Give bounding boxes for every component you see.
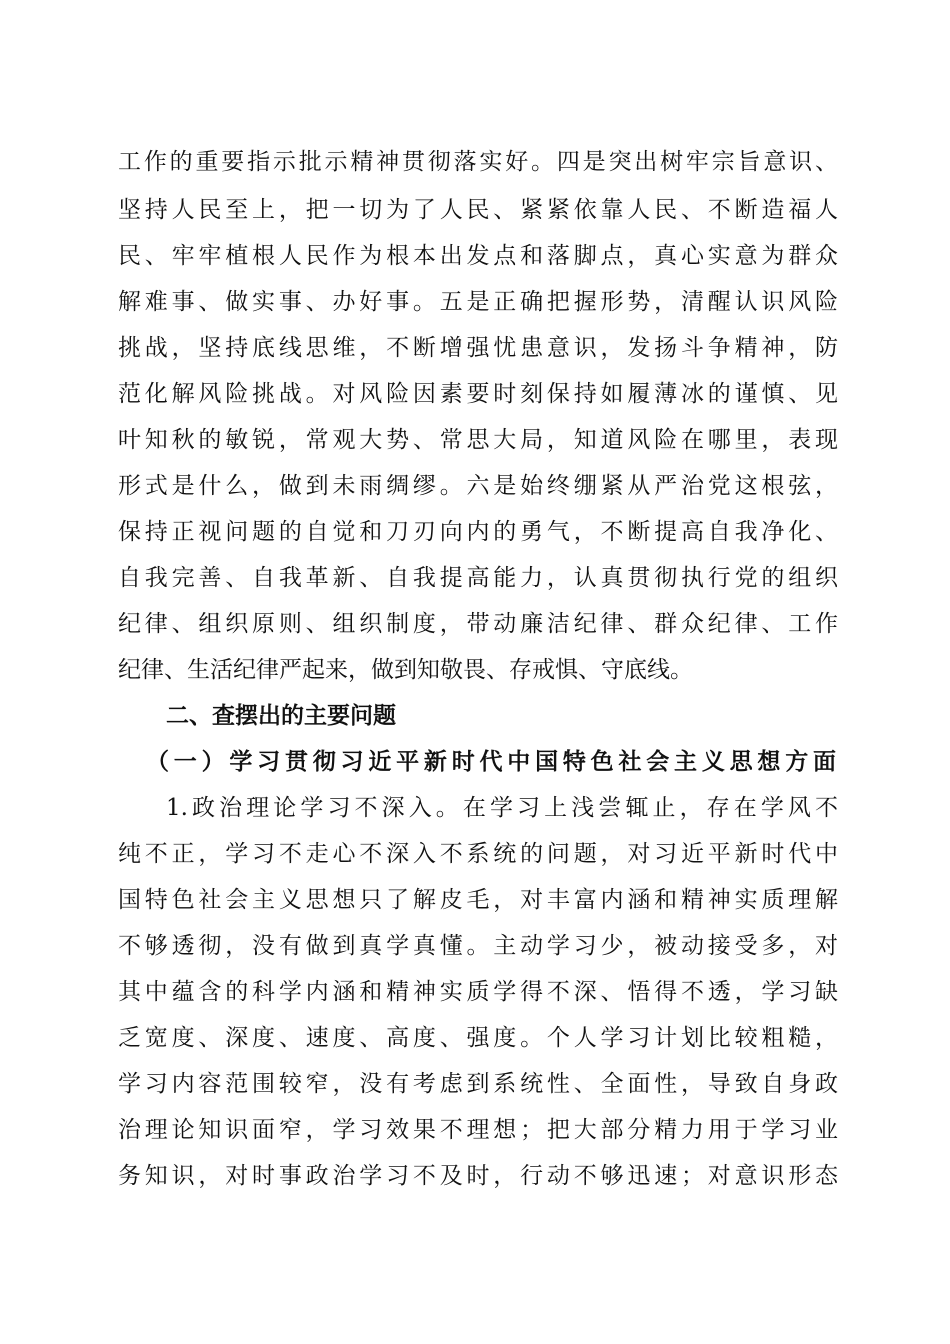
paragraph-line: 工作的重要指示批示精神贯彻落实好。四是突出树牢宗旨意识、: [118, 149, 838, 175]
paragraph-line: 范化解风险挑战。对风险因素要时刻保持如履薄冰的谨慎、见: [118, 381, 838, 407]
paragraph-line: 学习内容范围较窄，没有考虑到系统性、全面性，导致自身政: [118, 1071, 838, 1097]
subsection-heading: （一）学习贯彻习近平新时代中国特色社会主义思想方面: [146, 748, 836, 775]
paragraph-line: 不够透彻，没有做到真学真懂。主动学习少，被动接受多，对: [118, 933, 838, 959]
paragraph-line: 治理论知识面窄，学习效果不理想；把大部分精力用于学习业: [118, 1117, 838, 1143]
paragraph-line: 务知识，对时事政治学习不及时，行动不够迅速；对意识形态: [118, 1163, 838, 1189]
paragraph-line: 自我完善、自我革新、自我提高能力，认真贯彻执行党的组织: [118, 565, 838, 591]
paragraph-line: 解难事、做实事、办好事。五是正确把握形势，清醒认识风险: [118, 289, 838, 315]
paragraph-line: 纯不正，学习不走心不深入不系统的问题，对习近平新时代中: [118, 841, 838, 867]
paragraph-line: 叶知秋的敏锐，常观大势、常思大局，知道风险在哪里，表现: [118, 427, 838, 453]
paragraph-line: 纪律、组织原则、组织制度，带动廉洁纪律、群众纪律、工作: [118, 611, 838, 637]
paragraph-line: 纪律、生活纪律严起来，做到知敬畏、存戒惧、守底线。: [118, 657, 693, 683]
paragraph-line: 其中蕴含的科学内涵和精神实质学得不深、悟得不透，学习缺: [118, 979, 838, 1005]
paragraph-line: 坚持人民至上，把一切为了人民、紧紧依靠人民、不断造福人: [118, 197, 838, 223]
paragraph-line: 1.政治理论学习不深入。在学习上浅尝辄止，存在学风不: [166, 795, 838, 821]
paragraph-line: 国特色社会主义思想只了解皮毛，对丰富内涵和精神实质理解: [118, 887, 838, 913]
paragraph-line: 乏宽度、深度、速度、高度、强度。个人学习计划比较粗糙，: [118, 1025, 838, 1051]
paragraph-line: 保持正视问题的自觉和刀刃向内的勇气，不断提高自我净化、: [118, 519, 838, 545]
paragraph-line: 形式是什么，做到未雨绸缪。六是始终绷紧从严治党这根弦，: [118, 473, 838, 499]
section-heading: 二、查摆出的主要问题: [166, 703, 396, 729]
paragraph-line: 挑战，坚持底线思维，不断增强忧患意识，发扬斗争精神，防: [118, 335, 838, 361]
paragraph-line: 民、牢牢植根人民作为根本出发点和落脚点，真心实意为群众: [118, 243, 838, 269]
